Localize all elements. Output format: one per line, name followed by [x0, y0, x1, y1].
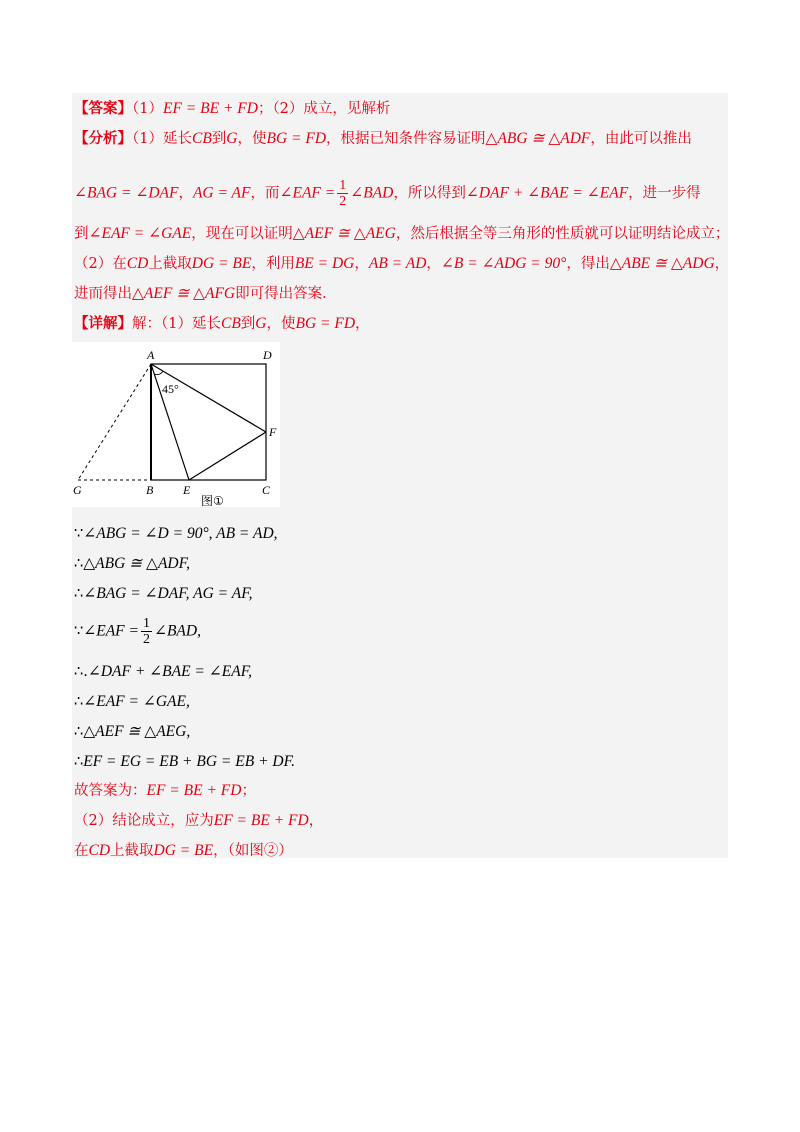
detail-formula: CB: [220, 315, 241, 332]
label-e: E: [183, 483, 191, 497]
proof-expression: △AEF ≅ △AEG,: [83, 723, 191, 740]
last-text: 上截取: [110, 843, 154, 859]
answer-part1-formula: EF = BE + FD: [162, 100, 258, 117]
analysis-formula: DG = BE: [191, 255, 252, 272]
analysis-text: 到: [74, 226, 89, 242]
last-line: [74, 841, 293, 861]
analysis-formula: ∠BAG = ∠DAF: [74, 184, 179, 202]
analysis-text: ，: [426, 256, 441, 272]
detail-text: ，使: [266, 316, 296, 332]
analysis-formula: CB: [191, 130, 212, 147]
part2-text: ，: [308, 813, 324, 829]
figure-caption: 图①: [201, 494, 224, 507]
analysis-formula: △ABE ≅ △ADG: [609, 255, 715, 272]
proof-symbol: ∵: [74, 526, 84, 542]
analysis-formula: CD: [126, 255, 149, 272]
proof-step: [74, 722, 190, 742]
proof-fraction: [141, 616, 152, 647]
analysis-formula: G: [226, 130, 238, 147]
fraction-denominator: 2: [339, 194, 347, 209]
angle-arc: [154, 371, 163, 375]
analysis-formula: ∠EAF =: [279, 184, 336, 202]
analysis-formula: ∠BAD: [350, 184, 394, 202]
proof-symbol: ∴: [74, 754, 84, 770]
analysis-line-5: [74, 284, 327, 304]
part2-formula: EF = BE + FD: [213, 812, 309, 829]
proof-expression: ∠EAF = ∠GAE,: [83, 693, 190, 710]
analysis-line-2: [74, 178, 701, 209]
fraction-one-half: [337, 178, 348, 209]
proof-expression: △ABG ≅ △ADF,: [83, 555, 190, 572]
analysis-formula: △AEF ≅ △AFG: [132, 285, 236, 302]
proof-step: [74, 554, 190, 574]
proof-expression: EF = EG = EB + BG = EB + DF.: [83, 753, 295, 770]
proof-step: [74, 524, 278, 544]
detail-text: 解：（1）延长: [132, 316, 221, 332]
analysis-text: （2）在: [74, 256, 127, 272]
label-b: B: [146, 483, 154, 497]
analysis-text: ，得出: [566, 256, 610, 272]
answer-line: [74, 99, 390, 119]
fraction-denominator: 2: [142, 632, 150, 647]
label-c: C: [262, 483, 271, 497]
angle-label: 45°: [162, 382, 179, 396]
part2-text: （2）结论成立，应为: [74, 813, 214, 829]
analysis-text: （1）延长: [132, 131, 192, 147]
segment-ag-dashed: [78, 364, 151, 480]
analysis-line-1: [74, 129, 692, 149]
analysis-line-4: [74, 254, 729, 274]
proof-step: [74, 662, 252, 682]
conclusion-text: 故答案为：: [74, 783, 147, 799]
analysis-formula: AB = AD: [368, 255, 427, 272]
proof-symbol: ∴.: [74, 664, 88, 680]
proof-expression: ∠ABG = ∠D = 90°, AB = AD,: [83, 525, 278, 542]
analysis-text: ，: [178, 185, 193, 202]
analysis-text: ，然后根据全等三角形的性质就可以证明结论成立；: [395, 226, 730, 242]
proof-step: [74, 752, 295, 772]
segment-ef: [189, 432, 266, 480]
analysis-text: ，: [714, 256, 730, 272]
conclusion-formula: EF = BE + FD: [146, 782, 242, 799]
answer-tag: 【答案】: [74, 100, 132, 117]
proof-step: [74, 692, 190, 712]
answer-part2-label: （2）: [272, 101, 304, 117]
analysis-text: ，使: [237, 131, 267, 147]
label-d: D: [263, 348, 272, 362]
last-text: ，（如图②）: [213, 843, 293, 859]
analysis-text: ，: [354, 256, 369, 272]
fraction-numerator: 1: [339, 178, 347, 193]
analysis-formula: BG = FD: [266, 130, 327, 147]
answer-separator: ；: [257, 101, 273, 117]
proof-symbol: ∴: [74, 556, 84, 572]
segment-af: [151, 364, 266, 432]
proof-step: [74, 616, 201, 647]
analysis-text: 进而得出: [74, 286, 132, 302]
conclusion-text: ；: [241, 783, 256, 799]
analysis-formula: ∠B = ∠ADG = 90°: [440, 255, 567, 272]
proof-symbol: ∵: [74, 623, 84, 640]
analysis-line-3: [74, 224, 729, 244]
detail-formula: BG = FD: [295, 315, 356, 332]
analysis-text: 上截取: [148, 256, 192, 272]
answer-part2-text: 成立，见解析: [303, 101, 391, 117]
analysis-text: ，现在可以证明: [191, 226, 293, 242]
analysis-formula: ∠EAF = ∠GAE: [88, 225, 192, 242]
detail-tag: 【详解】: [74, 315, 132, 332]
proof-step: [74, 584, 253, 604]
part2-line: [74, 811, 323, 831]
analysis-text: 即可得出答案.: [235, 286, 327, 302]
conclusion-line: [74, 781, 256, 801]
proof-symbol: ∴: [74, 586, 84, 602]
proof-expression: ∠DAF + ∠BAE = ∠EAF,: [87, 663, 253, 680]
proof-expression: ∠EAF =: [83, 622, 139, 640]
proof-symbol: ∴: [74, 724, 84, 740]
fraction-numerator: 1: [142, 616, 150, 631]
detail-text: ，: [355, 316, 370, 332]
detail-text: 到: [240, 316, 256, 332]
analysis-text: ，根据已知条件容易证明: [326, 131, 486, 147]
last-formula: DG = BE: [153, 842, 214, 859]
square-diagram: [72, 342, 280, 507]
analysis-formula: AG = AF: [192, 184, 251, 202]
detail-line: [74, 314, 370, 334]
analysis-formula: ∠DAF + ∠BAE = ∠EAF: [465, 184, 629, 202]
proof-expression: ∠BAG = ∠DAF, AG = AF,: [83, 585, 253, 602]
analysis-text: ，进一步得: [628, 185, 701, 202]
proof-symbol: ∴: [74, 694, 84, 710]
label-g: G: [73, 483, 82, 497]
analysis-formula: △AEF ≅ △AEG: [292, 225, 396, 242]
analysis-text: ，由此可以推出: [590, 131, 692, 147]
last-formula: CD: [88, 842, 111, 859]
answer-part1-label: （1）: [132, 101, 163, 117]
analysis-formula: BE = DG: [294, 255, 355, 272]
analysis-tag: 【分析】: [74, 130, 132, 147]
proof-expression: ∠BAD,: [153, 622, 201, 640]
analysis-text: ，而: [250, 185, 280, 202]
analysis-text: 到: [211, 131, 227, 147]
analysis-text: ，所以得到: [393, 185, 466, 202]
detail-formula: G: [255, 315, 267, 332]
last-text: 在: [74, 843, 89, 859]
geometry-figure: [72, 342, 280, 507]
analysis-text: ，利用: [251, 256, 295, 272]
label-a: A: [147, 348, 155, 362]
label-f: F: [269, 425, 277, 439]
analysis-formula: △ABG ≅ △ADF: [485, 130, 591, 147]
